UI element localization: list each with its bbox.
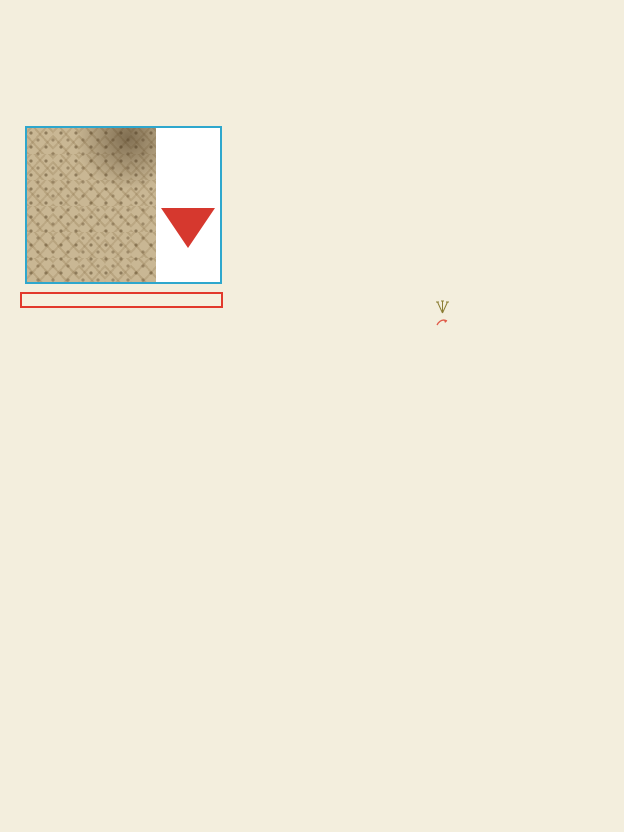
- instructions-col-3: [368, 352, 485, 576]
- instructions-col-4: [490, 352, 612, 576]
- assembly-schematic: [15, 546, 327, 794]
- gauge-section: [332, 628, 428, 630]
- chart-legend: [410, 300, 614, 348]
- photo-box: [25, 126, 222, 284]
- assembly-section: [430, 576, 612, 796]
- instructions-col-2: [228, 52, 366, 546]
- technique-section: [20, 381, 225, 383]
- skirt-photo: [27, 128, 156, 282]
- size-badge-triangle: [161, 208, 215, 248]
- description-section: [20, 423, 225, 551]
- triple-dc-cluster-symbol: [436, 300, 449, 317]
- direction-arrow-icon: [436, 317, 449, 330]
- crochet-chart: [368, 60, 612, 294]
- materials-box: [20, 292, 223, 308]
- size-badge-value: [161, 208, 215, 209]
- size-badge: [156, 128, 220, 282]
- article-title: [28, 46, 212, 121]
